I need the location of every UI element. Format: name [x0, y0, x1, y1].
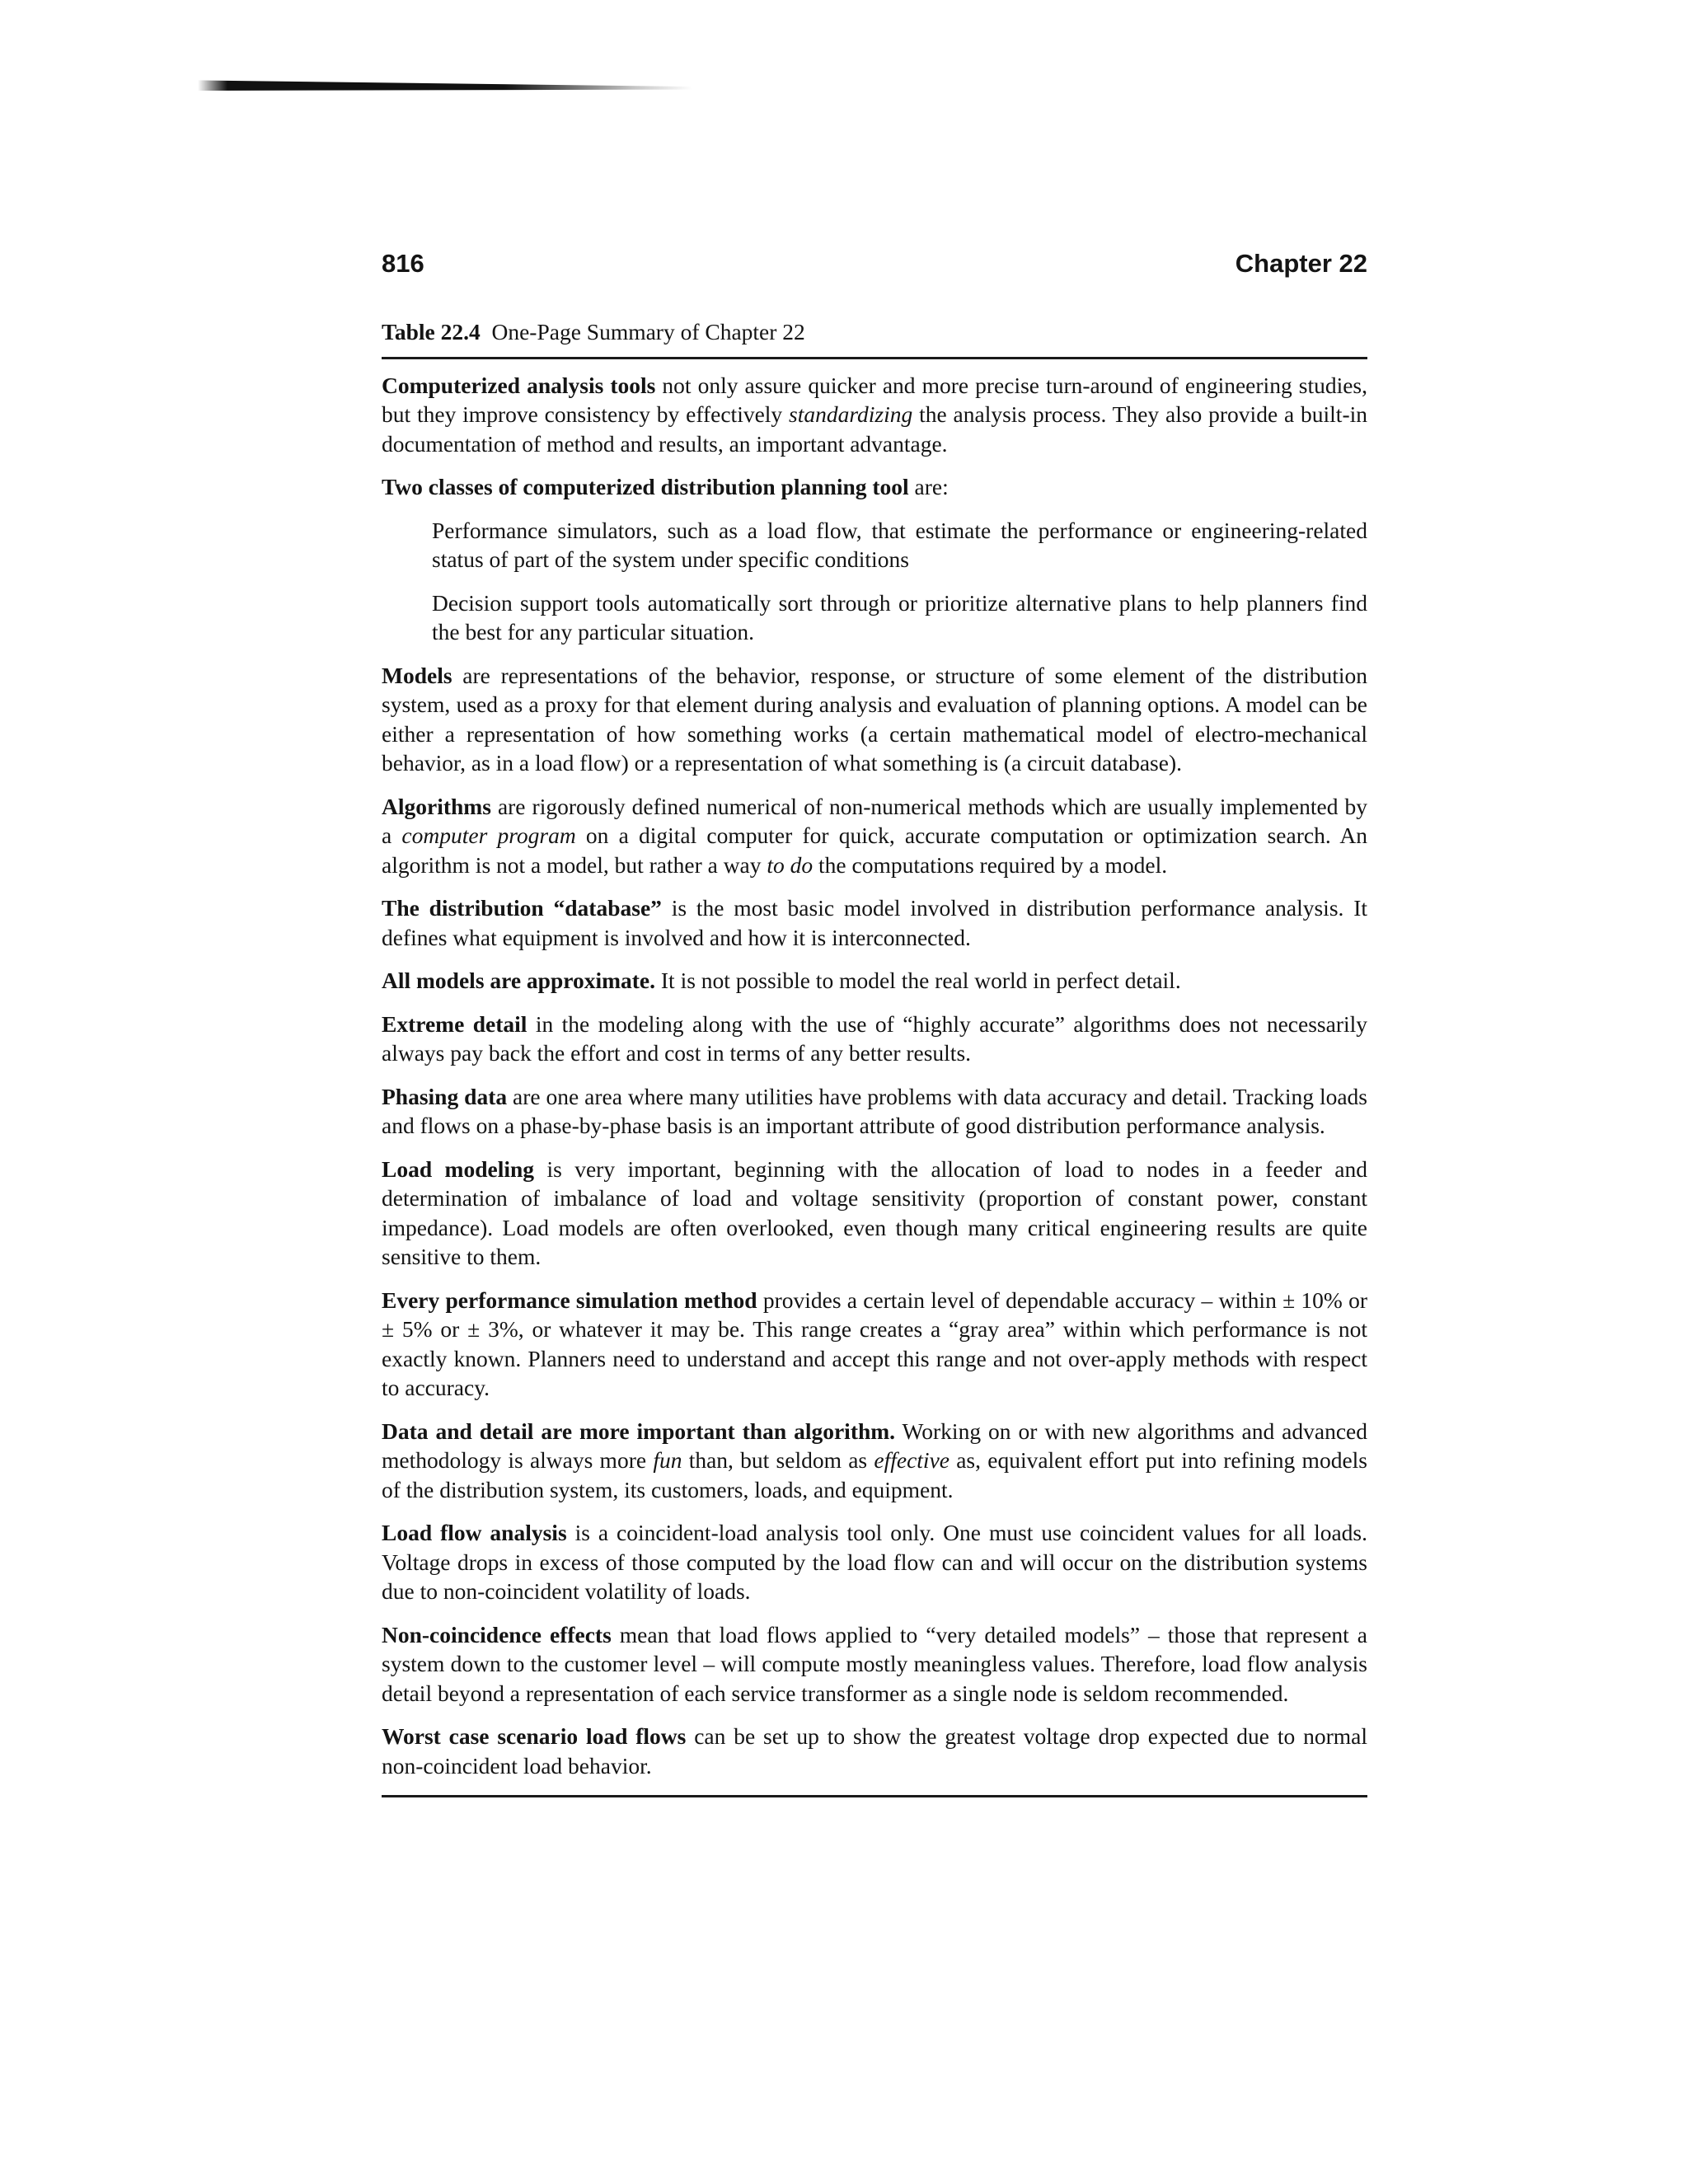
summary-table [382, 317, 1367, 1797]
paragraph-text: in the modeling along with the use of “highly accurate” algorithms does not necessarily always pay back the effort and cost in terms of any better results. [382, 1010, 1368, 1066]
indented-item-decision-support: Decision support tools automatically sort through or prioritize alternative plans to help planners find the best for any particular situation. [432, 589, 1367, 644]
paragraph-worst-case [382, 1722, 1367, 1780]
emphasis-text: fun [653, 1447, 682, 1473]
paragraph-lead: Load modeling [382, 1155, 535, 1182]
paragraph-two-classes [382, 472, 1367, 502]
table-caption [382, 317, 1367, 347]
top-rule [382, 357, 1367, 359]
paragraph-lead: All models are approximate. [382, 968, 656, 993]
paragraph-load-modeling [382, 1155, 1367, 1272]
paragraph-lead: Data and detail are more important than algorithm. [382, 1418, 896, 1444]
paragraph-data-and-detail [382, 1417, 1367, 1505]
paragraph-text: can be set up to show the greatest voltage drop expected due to normal non-coincident load behavior. [382, 1723, 1367, 1779]
table-title: One-Page Summary of Chapter 22 [491, 319, 805, 344]
scan-edge-mark [198, 79, 692, 91]
paragraph-text: not only assure quicker and more precise turn-around of engineering studies, but they improve consistency by effectively [382, 372, 1368, 427]
paragraph-text: Working on or with new algorithms and advanced methodology is always more [382, 1418, 1367, 1473]
paragraph-lead: Worst case scenario load flows [382, 1723, 687, 1749]
paragraph-lead: The distribution “database” [382, 895, 662, 921]
emphasis-text: standardizing [789, 401, 913, 427]
paragraph-lead: Extreme detail [382, 1010, 528, 1037]
paragraph-text: are representations of the behavior, response, or structure of some element of the distribution system, used as a proxy for that element during analysis and evaluation of planning options. A model can be either a representation of how something works (a certain mathematical model of electro-mechanical behavior, as in a load flow) or a representation of what something is (a circuit database). [382, 662, 1367, 776]
paragraph-lead: Every performance simulation method [382, 1286, 757, 1313]
paragraph-lead: Models [382, 662, 452, 688]
paragraph-text: are one area where many utilities have problems with data accuracy and detail. Tracking loads and flows on a phase-by-phase basis is an important attribute of good distribution performance analysis. [382, 1083, 1367, 1138]
paragraph-text: the computations required by a model. [813, 851, 1168, 878]
paragraph-text: are: [908, 474, 949, 499]
emphasis-text: to do [767, 851, 814, 878]
paragraph-text: mean that load flows applied to “very detailed models” – those that represent a system down to the customer level – will compute mostly meaningless values. Therefore, load flow analysis detail beyond a representation of each service transformer as a single node is seldom recommended. [382, 1621, 1367, 1706]
paragraph-lead: Phasing data [382, 1083, 508, 1109]
paragraph-simulation-accuracy [382, 1286, 1367, 1403]
page-number: 816 [382, 249, 424, 278]
paragraph-text: are rigorously defined numerical of non-numerical methods which are usually implemented by a [382, 793, 1367, 848]
paragraph-text: provides a certain level of dependable accuracy – within ± 10% or ± 5% or ± 3%, or whatever it may be. This range creates a “gray area” within which performance is not exactly known. Planners need to understand and accept this range and not over-apply methods with respect to accuracy. [382, 1286, 1367, 1400]
chapter-title: Chapter 22 [1235, 249, 1367, 278]
emphasis-text: computer program [401, 823, 576, 848]
paragraph-phasing-data [382, 1082, 1367, 1141]
paragraph-text: is the most basic model involved in distribution performance analysis. It defines what equipment is involved and how it is interconnected. [382, 895, 1367, 950]
paragraph-database [382, 893, 1367, 952]
paragraph-lead: Algorithms [382, 793, 491, 819]
paragraph-text: on a digital computer for quick, accurate computation or optimization search. An algorithm is not a model, but rather a way [382, 823, 1367, 878]
paragraph-text: is very important, beginning with the allocation of load to nodes in a feeder and determination of imbalance of load and voltage sensitivity (proportion of constant power, constant impedance). Load models are often overlooked, even though many critical engineering results are quite sensitive to them. [382, 1155, 1367, 1269]
paragraph-algorithms [382, 792, 1367, 880]
paragraph-text: is a coincident-load analysis tool only. One must use coincident values for all loads. Voltage drops in excess of those computed by the load flow can and will occur on the distribution systems due to non-coincident volatility of loads. [382, 1520, 1367, 1604]
page-header [382, 237, 1367, 279]
paragraph-load-flow-analysis [382, 1518, 1367, 1606]
paragraph-text: as, equivalent effort put into refining models of the distribution system, its customers, loads, and equipment. [382, 1447, 1367, 1502]
paragraph-models [382, 661, 1367, 778]
bottom-rule [382, 1795, 1367, 1797]
paragraph-lead: Computerized analysis tools [382, 372, 656, 398]
paragraph-text: It is not possible to model the real world in perfect detail. [655, 968, 1181, 993]
paragraph-text: the analysis process. They also provide a built-in documentation of method and results, an important advantage. [382, 401, 1367, 457]
paragraph-lead: Two classes of computerized distribution planning tool [382, 474, 909, 499]
paragraph-extreme-detail [382, 1010, 1367, 1068]
paragraph-lead: Load flow analysis [382, 1520, 567, 1545]
paragraph-computerized-tools [382, 371, 1367, 459]
table-label: Table 22.4 [382, 319, 481, 344]
paragraph-non-coincidence [382, 1620, 1367, 1708]
paragraph-approximate [382, 966, 1367, 996]
indented-item-performance-simulators: Performance simulators, such as a load flow, that estimate the performance or engineering-related status of part of the system under specific conditions [432, 517, 1367, 572]
paragraph-lead: Non-coincidence effects [382, 1621, 612, 1647]
paragraph-text: than, but seldom as [682, 1447, 874, 1473]
emphasis-text: effective [874, 1447, 950, 1473]
